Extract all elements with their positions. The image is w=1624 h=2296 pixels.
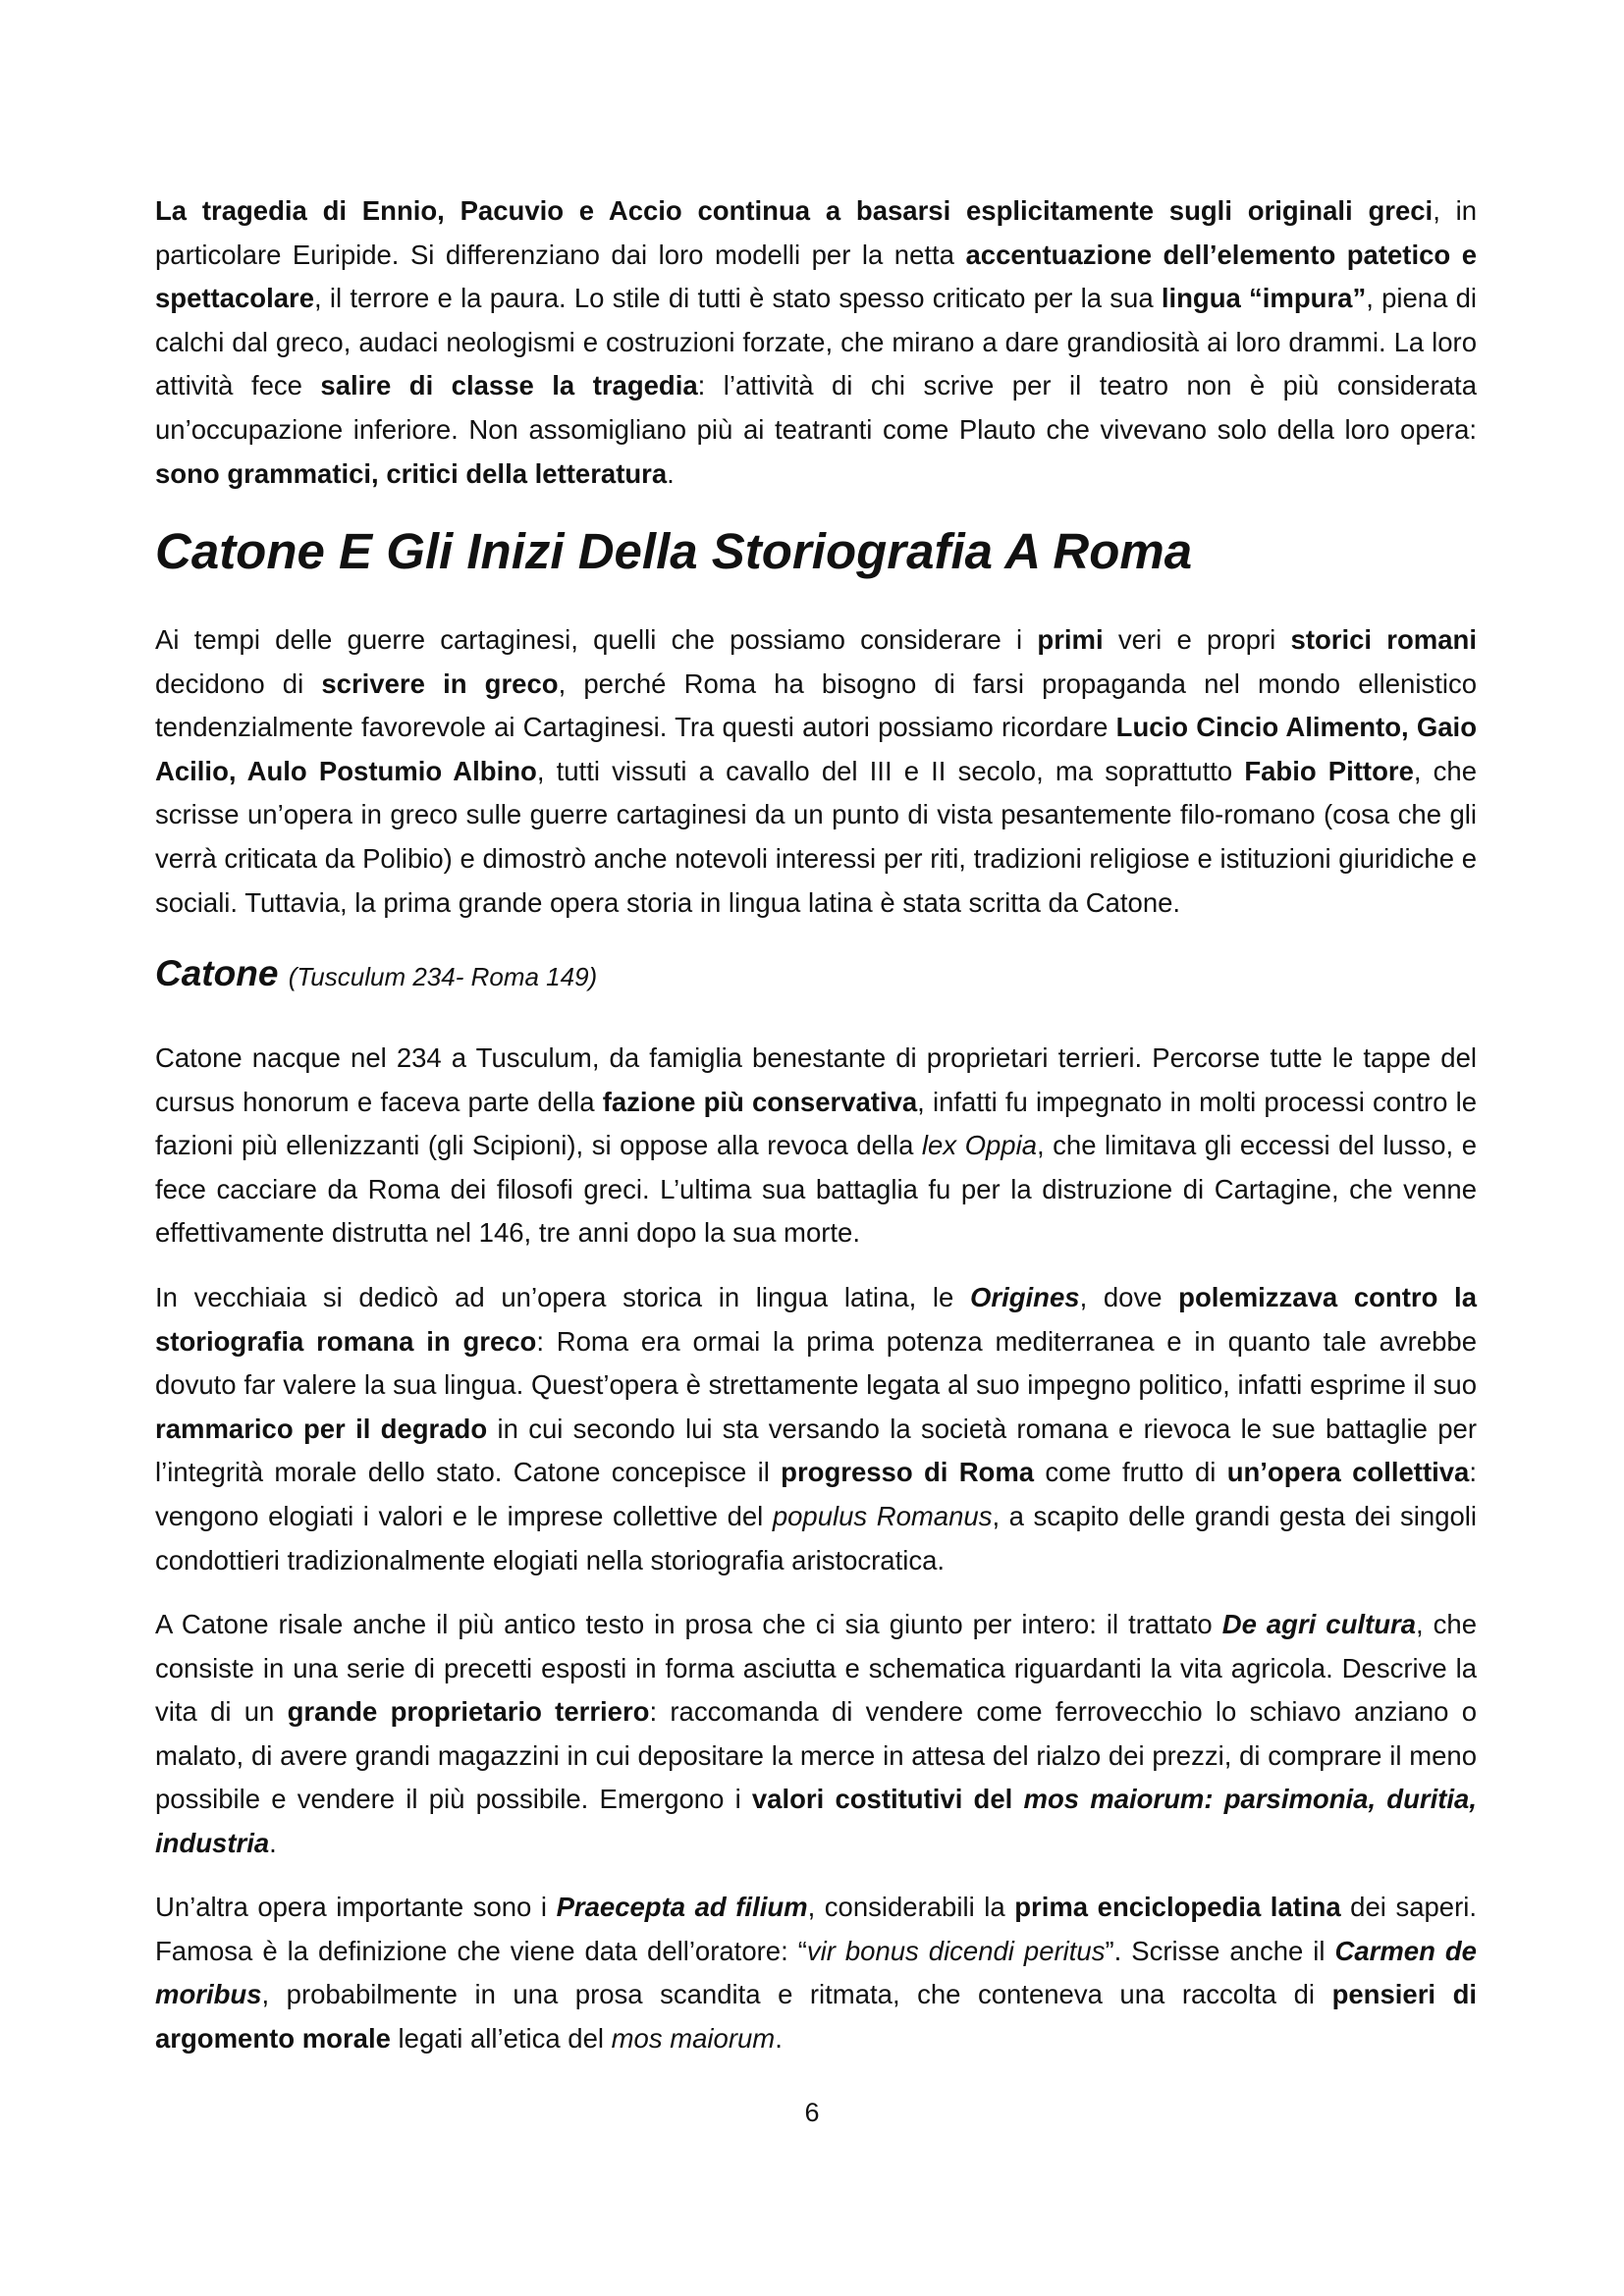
text-run: legati all’etica del bbox=[390, 2022, 612, 2054]
text-bold: accentuazione dell’elemento patetico e spettacolare bbox=[155, 239, 1477, 314]
text-run: in cui secondo lui sta versando la società romana e rievoca le sue battaglie per l’integrità morale dello stato. Catone concepisce il bbox=[155, 1413, 1477, 1488]
text-run: : l’attività di chi scrive per il teatro non è più considerata un’occupazione inferiore. Non assomigliano più ai teatranti come Plauto che vivevano solo della loro opera: bbox=[155, 370, 1477, 445]
paragraph-de-agri-cultura bbox=[155, 1603, 1477, 1866]
text-run: . bbox=[775, 2022, 783, 2054]
text-run: : vengono elogiati i valori e le imprese collettive del bbox=[155, 1457, 1477, 1531]
text-bold: scrivere in greco bbox=[321, 667, 559, 699]
text-bold-italic: Carmen de moribus bbox=[155, 1935, 1477, 2010]
text-bold: lingua “impura” bbox=[1161, 283, 1367, 314]
text-bold: valori costitutivi del bbox=[751, 1784, 1024, 1815]
subsection-heading bbox=[155, 944, 597, 1006]
text-bold: sono grammatici, critici della letteratura bbox=[155, 457, 668, 489]
text-run: , che limitava gli eccessi del lusso, e fece cacciare da Roma dei filosofi greci. L’ultima sua battaglia fu per la distruzione di Cartagine, che venne effettivamente distrutta nel 146, tre anni dopo la sua morte. bbox=[155, 1130, 1477, 1249]
text-run: veri e propri bbox=[1103, 624, 1291, 655]
text-run: A Catone risale anche il più antico testo in prosa che ci sia giunto per intero: il trattato bbox=[155, 1609, 1222, 1639]
text-run: , a scapito delle grandi gesta dei singoli condottieri tradizionalmente elogiati nella storiografia aristocratica. bbox=[155, 1500, 1478, 1575]
text-run: , probabilmente in una prosa scandita e ritmata, che conteneva una raccolta di bbox=[261, 1979, 1332, 2010]
text-run: Un’altra opera importante sono i bbox=[155, 1892, 557, 1922]
paragraph-storici-romani bbox=[155, 618, 1477, 925]
paragraph-catone-biografia bbox=[155, 1037, 1477, 1255]
text-italic: populus Romanus bbox=[772, 1500, 993, 1531]
text-run: In vecchiaia si dedicò ad un’opera storica in lingua latina, le bbox=[155, 1282, 970, 1312]
text-bold-italic: Origines bbox=[970, 1282, 1080, 1312]
text-run: Catone nacque nel 234 a Tusculum, da famiglia benestante di proprietari terrieri. Percorse tutte le tappe del cursus honorum e faceva parte della bbox=[155, 1042, 1477, 1117]
text-italic: vir bonus dicendi peritus bbox=[806, 1935, 1106, 1966]
page-number: 6 bbox=[804, 2098, 820, 2127]
paragraph-praecepta bbox=[155, 1886, 1477, 2060]
subsection-title: Catone bbox=[155, 953, 279, 993]
text-bold: primi bbox=[1037, 624, 1104, 655]
text-run: . bbox=[667, 457, 675, 489]
text-italic: lex Oppia bbox=[921, 1130, 1037, 1161]
text-bold: storici romani bbox=[1290, 624, 1477, 655]
text-run: , che consiste in una serie di precetti esposti in forma asciutta e schematica riguardanti la vita agricola. Descrive la vita di un bbox=[155, 1609, 1477, 1728]
text-run: ”. Scrisse anche il bbox=[1105, 1935, 1335, 1966]
text-run: dei saperi. Famosa è la definizione che viene data dell’oratore: “ bbox=[155, 1892, 1477, 1966]
text-run: , il terrore e la paura. Lo stile di tutti è stato spesso criticato per la sua bbox=[314, 283, 1162, 314]
text-bold: pensieri di argomento morale bbox=[155, 1979, 1478, 2054]
text-run: : raccomanda di vendere come ferrovecchio lo schiavo anziano o malato, di avere grandi magazzini in cui depositare la merce in attesa del rialzo dei prezzi, di comprare il meno possibile e vendere il più possibile. Emergono i bbox=[155, 1696, 1477, 1815]
text-run: , infatti fu impegnato in molti processi contro le fazioni più ellenizzanti (gli Scipioni), si oppose alla revoca della bbox=[155, 1086, 1477, 1161]
text-bold: prima enciclopedia latina bbox=[1014, 1892, 1341, 1922]
paragraph-origines bbox=[155, 1276, 1477, 1582]
subsection-note: (Tusculum 234- Roma 149) bbox=[288, 962, 598, 991]
text-run: : Roma era ormai la prima potenza mediterranea e in quanto tale avrebbe dovuto far valere la sua lingua. Quest’opera è strettamente legata al suo impegno politico, infatti esprime il suo bbox=[155, 1325, 1477, 1401]
text-bold: polemizzava contro la storiografia romana in greco bbox=[155, 1282, 1477, 1357]
text-bold: progresso di Roma bbox=[781, 1457, 1035, 1488]
text-run: Ai tempi delle guerre cartaginesi, quelli che possiamo considerare i bbox=[155, 624, 1038, 655]
text-run: , tutti vissuti a cavallo del III e II secolo, ma soprattutto bbox=[536, 755, 1245, 786]
text-bold: La tragedia di Ennio, Pacuvio e Accio continua a basarsi esplicitamente sugli originali greci bbox=[155, 195, 1434, 226]
text-run: come frutto di bbox=[1034, 1457, 1227, 1488]
section-heading: Catone E Gli Inizi Della Storiografia A Roma bbox=[155, 523, 1193, 579]
text-run: . bbox=[269, 1827, 277, 1858]
text-bold: Fabio Pittore bbox=[1244, 755, 1414, 786]
text-run: , piena di calchi dal greco, audaci neologismi e costruzioni forzate, che mirano a dare grandiosità ai loro drammi. La loro attività fece bbox=[155, 283, 1478, 401]
text-run: , considerabili la bbox=[807, 1892, 1015, 1922]
text-bold: un’opera collettiva bbox=[1226, 1457, 1470, 1488]
text-bold-italic: Praecepta ad filium bbox=[556, 1892, 808, 1922]
text-bold: grande proprietario terriero bbox=[287, 1696, 650, 1728]
text-bold: rammarico per il degrado bbox=[155, 1413, 488, 1444]
text-italic: mos maiorum bbox=[611, 2022, 776, 2054]
text-run: , dove bbox=[1079, 1282, 1179, 1312]
text-run: , perché Roma ha bisogno di farsi propaganda nel mondo ellenistico tendenzialmente favorevole ai Cartaginesi. Tra questi autori possiamo ricordare bbox=[155, 667, 1477, 743]
text-bold: salire di classe la tragedia bbox=[320, 370, 698, 401]
text-run: , in particolare Euripide. Si differenziano dai loro modelli per la netta bbox=[155, 195, 1477, 270]
text-bold: fazione più conservativa bbox=[602, 1086, 918, 1117]
text-run: decidono di bbox=[155, 667, 322, 699]
text-bold-italic: De agri cultura bbox=[1221, 1609, 1416, 1639]
text-run: , che scrisse un’opera in greco sulle guerre cartaginesi da un punto di vista pesantemente filo-romano (cosa che gli verrà criticata da Polibio) e dimostrò anche notevoli interessi per riti, tradizioni religiose e istituzioni giuridiche e sociali. Tuttavia, la prima grande opera storia in lingua latina è stata scritta da Catone. bbox=[155, 755, 1478, 918]
paragraph-tragedia bbox=[155, 189, 1477, 496]
text-bold-italic: mos maiorum: parsimonia, duritia, industria bbox=[155, 1784, 1477, 1858]
text-bold: Lucio Cincio Alimento, Gaio Acilio, Aulo Postumio Albino bbox=[155, 712, 1477, 786]
